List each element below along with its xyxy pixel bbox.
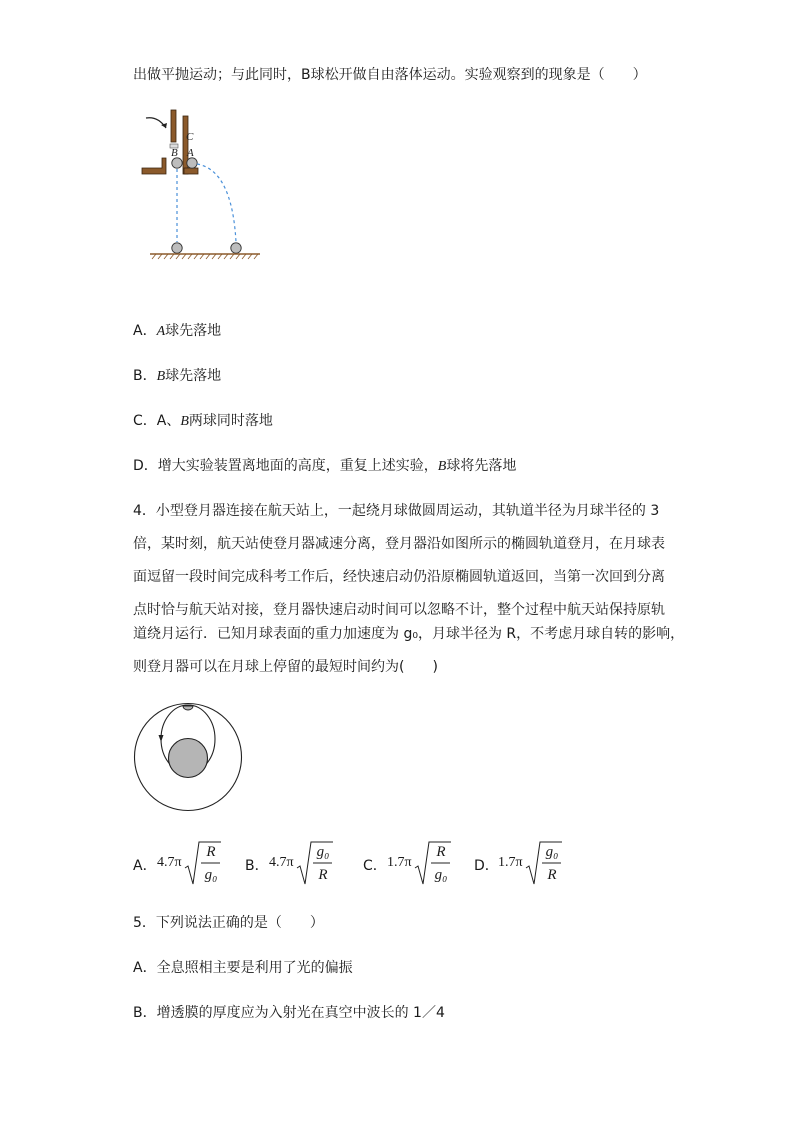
ball-b (172, 158, 182, 168)
q4-option-b[interactable]: B． 4.7π g₀ R (245, 838, 335, 888)
q4-option-c[interactable]: C． 1.7π R g₀ (363, 838, 453, 888)
ball-b-landed (172, 243, 182, 253)
q4-option-a[interactable]: A． 4.7π R g₀ (133, 838, 223, 888)
q4-option-d[interactable]: D． 1.7π g₀ R (474, 838, 564, 888)
label-a: A (187, 147, 194, 159)
q4-line-2: 倍，某时刻，航天站使登月器减速分离，登月器沿如图所示的椭圆轨道登月，在月球表 (133, 536, 665, 552)
label-c: C (186, 131, 194, 143)
q5-option-b[interactable]: B．增透膜的厚度应为入射光在真空中波长的 1／4 (133, 1005, 445, 1021)
strike-arrow-icon (146, 118, 166, 128)
q4-line-1: 4．小型登月器连接在航天站上，一起绕月球做圆周运动，其轨道半径为月球半径的 3 (133, 503, 660, 519)
q5-stem: 5．下列说法正确的是（ ） (133, 915, 324, 931)
q3-option-a[interactable]: A．A球先落地 (133, 323, 222, 339)
projectile-path (197, 164, 236, 242)
label-b: B (171, 147, 178, 159)
q3-stem: 出做平抛运动；与此同时，B球松开做自由落体运动。实验观察到的现象是（ ） (133, 67, 647, 83)
q4-line-4: 点时恰与航天站对接，登月器快速启动时间可以忽略不计，整个过程中航天站保持原轨 (133, 602, 665, 618)
q5-option-a[interactable]: A．全息照相主要是利用了光的偏振 (133, 960, 353, 976)
ball-a-landed (231, 243, 241, 253)
q4-line-5: 道绕月运行．已知月球表面的重力加速度为 g₀，月球半径为 R，不考虑月球自转的影响， (133, 626, 685, 642)
orbit-direction-arrow (159, 735, 164, 742)
lunar-orbit-figure (133, 702, 245, 814)
q3-option-d[interactable]: D．增大实验装置离地面的高度，重复上述实验，B球将先落地 (133, 458, 517, 474)
projectile-apparatus-figure (140, 108, 265, 268)
ball-a (187, 158, 197, 168)
base-left (142, 158, 166, 174)
striker-arm (171, 110, 176, 142)
q4-line-6: 则登月器可以在月球上停留的最短时间约为( ) (133, 659, 438, 675)
q3-option-c[interactable]: C．A、B两球同时落地 (133, 413, 273, 429)
base-right (184, 168, 198, 174)
q4-line-3: 面逗留一段时间完成科考工作后，经快速启动仍沿原椭圆轨道返回，当第一次回到分离 (133, 569, 665, 585)
q3-option-b[interactable]: B．B球先落地 (133, 368, 222, 384)
moon (169, 739, 208, 778)
lander (183, 706, 193, 710)
